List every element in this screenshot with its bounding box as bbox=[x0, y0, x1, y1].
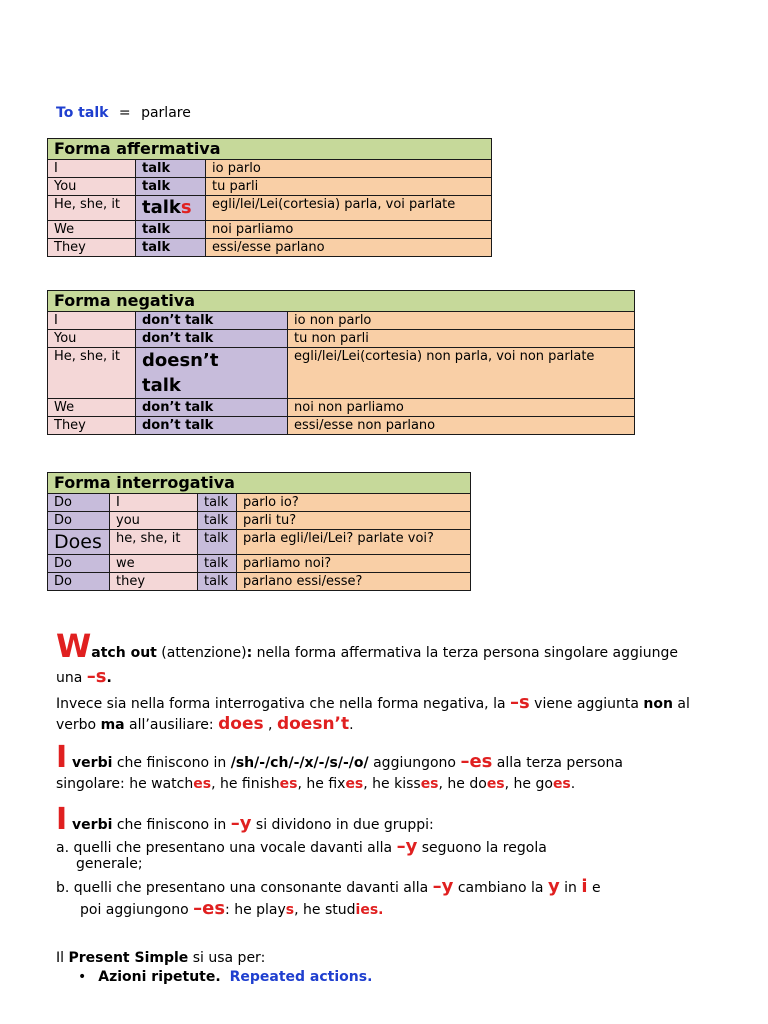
aux-cell: Do bbox=[48, 494, 110, 512]
verb-line-2: talk bbox=[142, 375, 181, 396]
aux-cell: Do bbox=[48, 555, 110, 573]
verbi-text-c: alla terza persona bbox=[492, 755, 624, 771]
doesnt-word: doesn’t bbox=[276, 714, 350, 734]
verb-line-1: doesn’t bbox=[142, 350, 219, 371]
watch-paren: (attenzione) bbox=[156, 645, 247, 661]
bullet-text-en: Repeated actions. bbox=[229, 969, 373, 985]
table-interrogativa bbox=[47, 472, 471, 591]
example-end: . bbox=[378, 902, 384, 918]
table-row bbox=[48, 312, 635, 330]
table-row bbox=[48, 417, 635, 435]
table-row bbox=[48, 239, 492, 257]
translation-cell: essi/esse non parlano bbox=[288, 417, 635, 435]
verb-cell: talk bbox=[136, 160, 206, 178]
translation-cell: parla egli/lei/Lei? parlate voi? bbox=[237, 530, 471, 555]
subject-cell: They bbox=[48, 417, 136, 435]
verb-english: To talk bbox=[56, 105, 109, 121]
verbi-text-b: aggiungono bbox=[368, 755, 461, 771]
bullet-icon: • bbox=[78, 969, 87, 985]
verb-cell bbox=[136, 196, 206, 221]
drop-cap: I bbox=[56, 802, 68, 837]
example-text: , he go bbox=[504, 776, 553, 792]
verb-cell: talk bbox=[136, 239, 206, 257]
verb-cell: don’t talk bbox=[136, 312, 288, 330]
verb-cell: don’t talk bbox=[136, 399, 288, 417]
table-affermativa bbox=[47, 138, 492, 257]
invece-line2: verbo bbox=[56, 717, 101, 733]
verb-cell: don’t talk bbox=[136, 330, 288, 348]
present-simple-intro bbox=[56, 950, 265, 966]
invece-dot: . bbox=[349, 717, 354, 733]
verb-cell: talk bbox=[136, 221, 206, 239]
subject-cell: they bbox=[110, 573, 198, 591]
non-word: non bbox=[643, 696, 673, 712]
example-text: : he play bbox=[225, 902, 286, 918]
list-item-a-line2 bbox=[76, 856, 143, 872]
table-row bbox=[48, 221, 492, 239]
verbi-es-examples bbox=[56, 776, 575, 792]
table-row bbox=[48, 399, 635, 417]
bullet-item bbox=[78, 969, 372, 985]
table-row bbox=[48, 494, 471, 512]
translation-cell: parli tu? bbox=[237, 512, 471, 530]
intro-text: Il bbox=[56, 950, 69, 966]
translation-cell: tu non parli bbox=[288, 330, 635, 348]
table-row bbox=[48, 348, 635, 399]
verb-italian: parlare bbox=[141, 105, 191, 121]
item-text-b: seguono la regola bbox=[417, 840, 547, 856]
subject-cell: we bbox=[110, 555, 198, 573]
table-title: Forma interrogativa bbox=[48, 473, 471, 494]
suffix-es: –es bbox=[193, 898, 226, 919]
item-text-c: in bbox=[559, 880, 582, 896]
subject-cell: you bbox=[110, 512, 198, 530]
table-row bbox=[48, 555, 471, 573]
suffix-s: –s bbox=[86, 666, 107, 687]
suffix-es: es bbox=[420, 776, 439, 792]
item-line2: poi aggiungono bbox=[80, 902, 194, 918]
table-row bbox=[48, 178, 492, 196]
item-text: b. quelli che presentano una consonante davanti alla bbox=[56, 880, 433, 896]
verb-cell: talk bbox=[198, 555, 237, 573]
table-title: Forma negativa bbox=[48, 291, 635, 312]
translation-cell: egli/lei/Lei(cortesia) non parla, voi non parlate bbox=[288, 348, 635, 399]
verbi-word: verbi bbox=[67, 755, 113, 771]
table-row bbox=[48, 160, 492, 178]
letter-y: y bbox=[547, 876, 560, 897]
suffix-y: –y bbox=[432, 876, 454, 897]
verb-suffix: s bbox=[180, 197, 192, 218]
table-row bbox=[48, 330, 635, 348]
does-word: does bbox=[218, 714, 264, 734]
list-item-b-line2 bbox=[80, 898, 384, 919]
suffix-es: es bbox=[552, 776, 571, 792]
intro-text-b: si usa per: bbox=[188, 950, 266, 966]
bullet-text-it: Azioni ripetute. bbox=[98, 969, 221, 985]
aux-cell: Do bbox=[48, 512, 110, 530]
watch-dot: . bbox=[106, 670, 112, 686]
table-row bbox=[48, 530, 471, 555]
suffix-es: es bbox=[486, 776, 505, 792]
subject-cell: They bbox=[48, 239, 136, 257]
invece-text-b: viene aggiunta bbox=[529, 696, 644, 712]
verbi-y-note bbox=[56, 802, 434, 837]
drop-cap: W bbox=[56, 627, 92, 665]
table-row bbox=[48, 573, 471, 591]
example-text: singolare: he watch bbox=[56, 776, 194, 792]
verb-cell: don’t talk bbox=[136, 417, 288, 435]
drop-cap: I bbox=[56, 740, 68, 775]
subject-cell: I bbox=[110, 494, 198, 512]
suffix-es: es bbox=[345, 776, 364, 792]
table-title: Forma affermativa bbox=[48, 139, 492, 160]
translation-cell: noi non parliamo bbox=[288, 399, 635, 417]
suffix-es: es bbox=[279, 776, 298, 792]
example-text: , he stud bbox=[294, 902, 356, 918]
verbi-es-note bbox=[56, 740, 624, 775]
watch-text: nella forma affermativa la terza persona singolare aggiunge bbox=[252, 645, 679, 661]
translation-cell: essi/esse parlano bbox=[206, 239, 492, 257]
verbi-text: che finiscono in bbox=[112, 755, 231, 771]
watch-out-note bbox=[56, 627, 679, 665]
example-text: , he fix bbox=[297, 776, 346, 792]
present-simple-label: Present Simple bbox=[68, 950, 189, 966]
verb-base: talk bbox=[142, 197, 181, 218]
table-negativa bbox=[47, 290, 635, 435]
translation-cell: tu parli bbox=[206, 178, 492, 196]
suffix-es: –es bbox=[460, 751, 493, 772]
suffix-es: es bbox=[193, 776, 212, 792]
verbi-text-b: si dividono in due gruppi: bbox=[251, 817, 434, 833]
table-row bbox=[48, 512, 471, 530]
example-text: , he finish bbox=[211, 776, 280, 792]
subject-cell: I bbox=[48, 312, 136, 330]
invece-text: Invece sia nella forma interrogativa che nella forma negativa, la bbox=[56, 696, 511, 712]
translation-cell: egli/lei/Lei(cortesia) parla, voi parlate bbox=[206, 196, 492, 221]
subject-cell: We bbox=[48, 399, 136, 417]
subject-cell: He, she, it bbox=[48, 348, 136, 399]
table-row bbox=[48, 196, 492, 221]
subject-cell: He, she, it bbox=[48, 196, 136, 221]
item-text-b: cambiano la bbox=[453, 880, 548, 896]
verb-cell bbox=[136, 348, 288, 399]
subject-cell: You bbox=[48, 330, 136, 348]
subject-cell: We bbox=[48, 221, 136, 239]
translation-cell: parliamo noi? bbox=[237, 555, 471, 573]
watch-colon: : bbox=[246, 645, 253, 661]
invece-line2b: all’ausiliare: bbox=[124, 717, 219, 733]
translation-cell: io non parlo bbox=[288, 312, 635, 330]
translation-cell: io parlo bbox=[206, 160, 492, 178]
item-line2: generale; bbox=[76, 856, 143, 872]
verb-cell: talk bbox=[136, 178, 206, 196]
list-item-a bbox=[56, 836, 547, 857]
equals-sign: = bbox=[118, 105, 131, 121]
suffix-s: s bbox=[285, 902, 295, 918]
invece-note bbox=[56, 692, 690, 713]
translation-cell: noi parliamo bbox=[206, 221, 492, 239]
item-text-d: e bbox=[587, 880, 601, 896]
example-text: , he kiss bbox=[363, 776, 421, 792]
item-text: a. quelli che presentano una vocale davanti alla bbox=[56, 840, 397, 856]
verb-cell: talk bbox=[198, 573, 237, 591]
example-text: , he do bbox=[438, 776, 487, 792]
invece-comma: , bbox=[263, 717, 277, 733]
verb-cell: talk bbox=[198, 512, 237, 530]
verbi-text: che finiscono in bbox=[112, 817, 231, 833]
suffix-y: –y bbox=[230, 813, 252, 834]
verb-cell: talk bbox=[198, 494, 237, 512]
letter-i: i bbox=[581, 876, 588, 897]
verb-header bbox=[56, 105, 191, 121]
endings-list: /sh/-/ch/-/x/-/s/-/o/ bbox=[230, 755, 369, 771]
watch-line2: una bbox=[56, 670, 87, 686]
invece-text-c: al bbox=[672, 696, 690, 712]
subject-cell: he, she, it bbox=[110, 530, 198, 555]
subject-cell: You bbox=[48, 178, 136, 196]
example-end: . bbox=[570, 776, 576, 792]
translation-cell: parlo io? bbox=[237, 494, 471, 512]
suffix-ies: ies bbox=[355, 902, 379, 918]
invece-line2 bbox=[56, 714, 354, 734]
aux-cell: Do bbox=[48, 573, 110, 591]
aux-cell: Does bbox=[48, 530, 110, 555]
suffix-s: –s bbox=[510, 692, 530, 713]
list-item-b bbox=[56, 876, 601, 897]
ma-word: ma bbox=[100, 717, 125, 733]
suffix-y: –y bbox=[396, 836, 418, 857]
translation-cell: parlano essi/esse? bbox=[237, 573, 471, 591]
subject-cell: I bbox=[48, 160, 136, 178]
verbi-word: verbi bbox=[67, 817, 113, 833]
verb-cell: talk bbox=[198, 530, 237, 555]
watch-out-label: atch out bbox=[91, 645, 157, 661]
watch-out-line2 bbox=[56, 666, 112, 687]
